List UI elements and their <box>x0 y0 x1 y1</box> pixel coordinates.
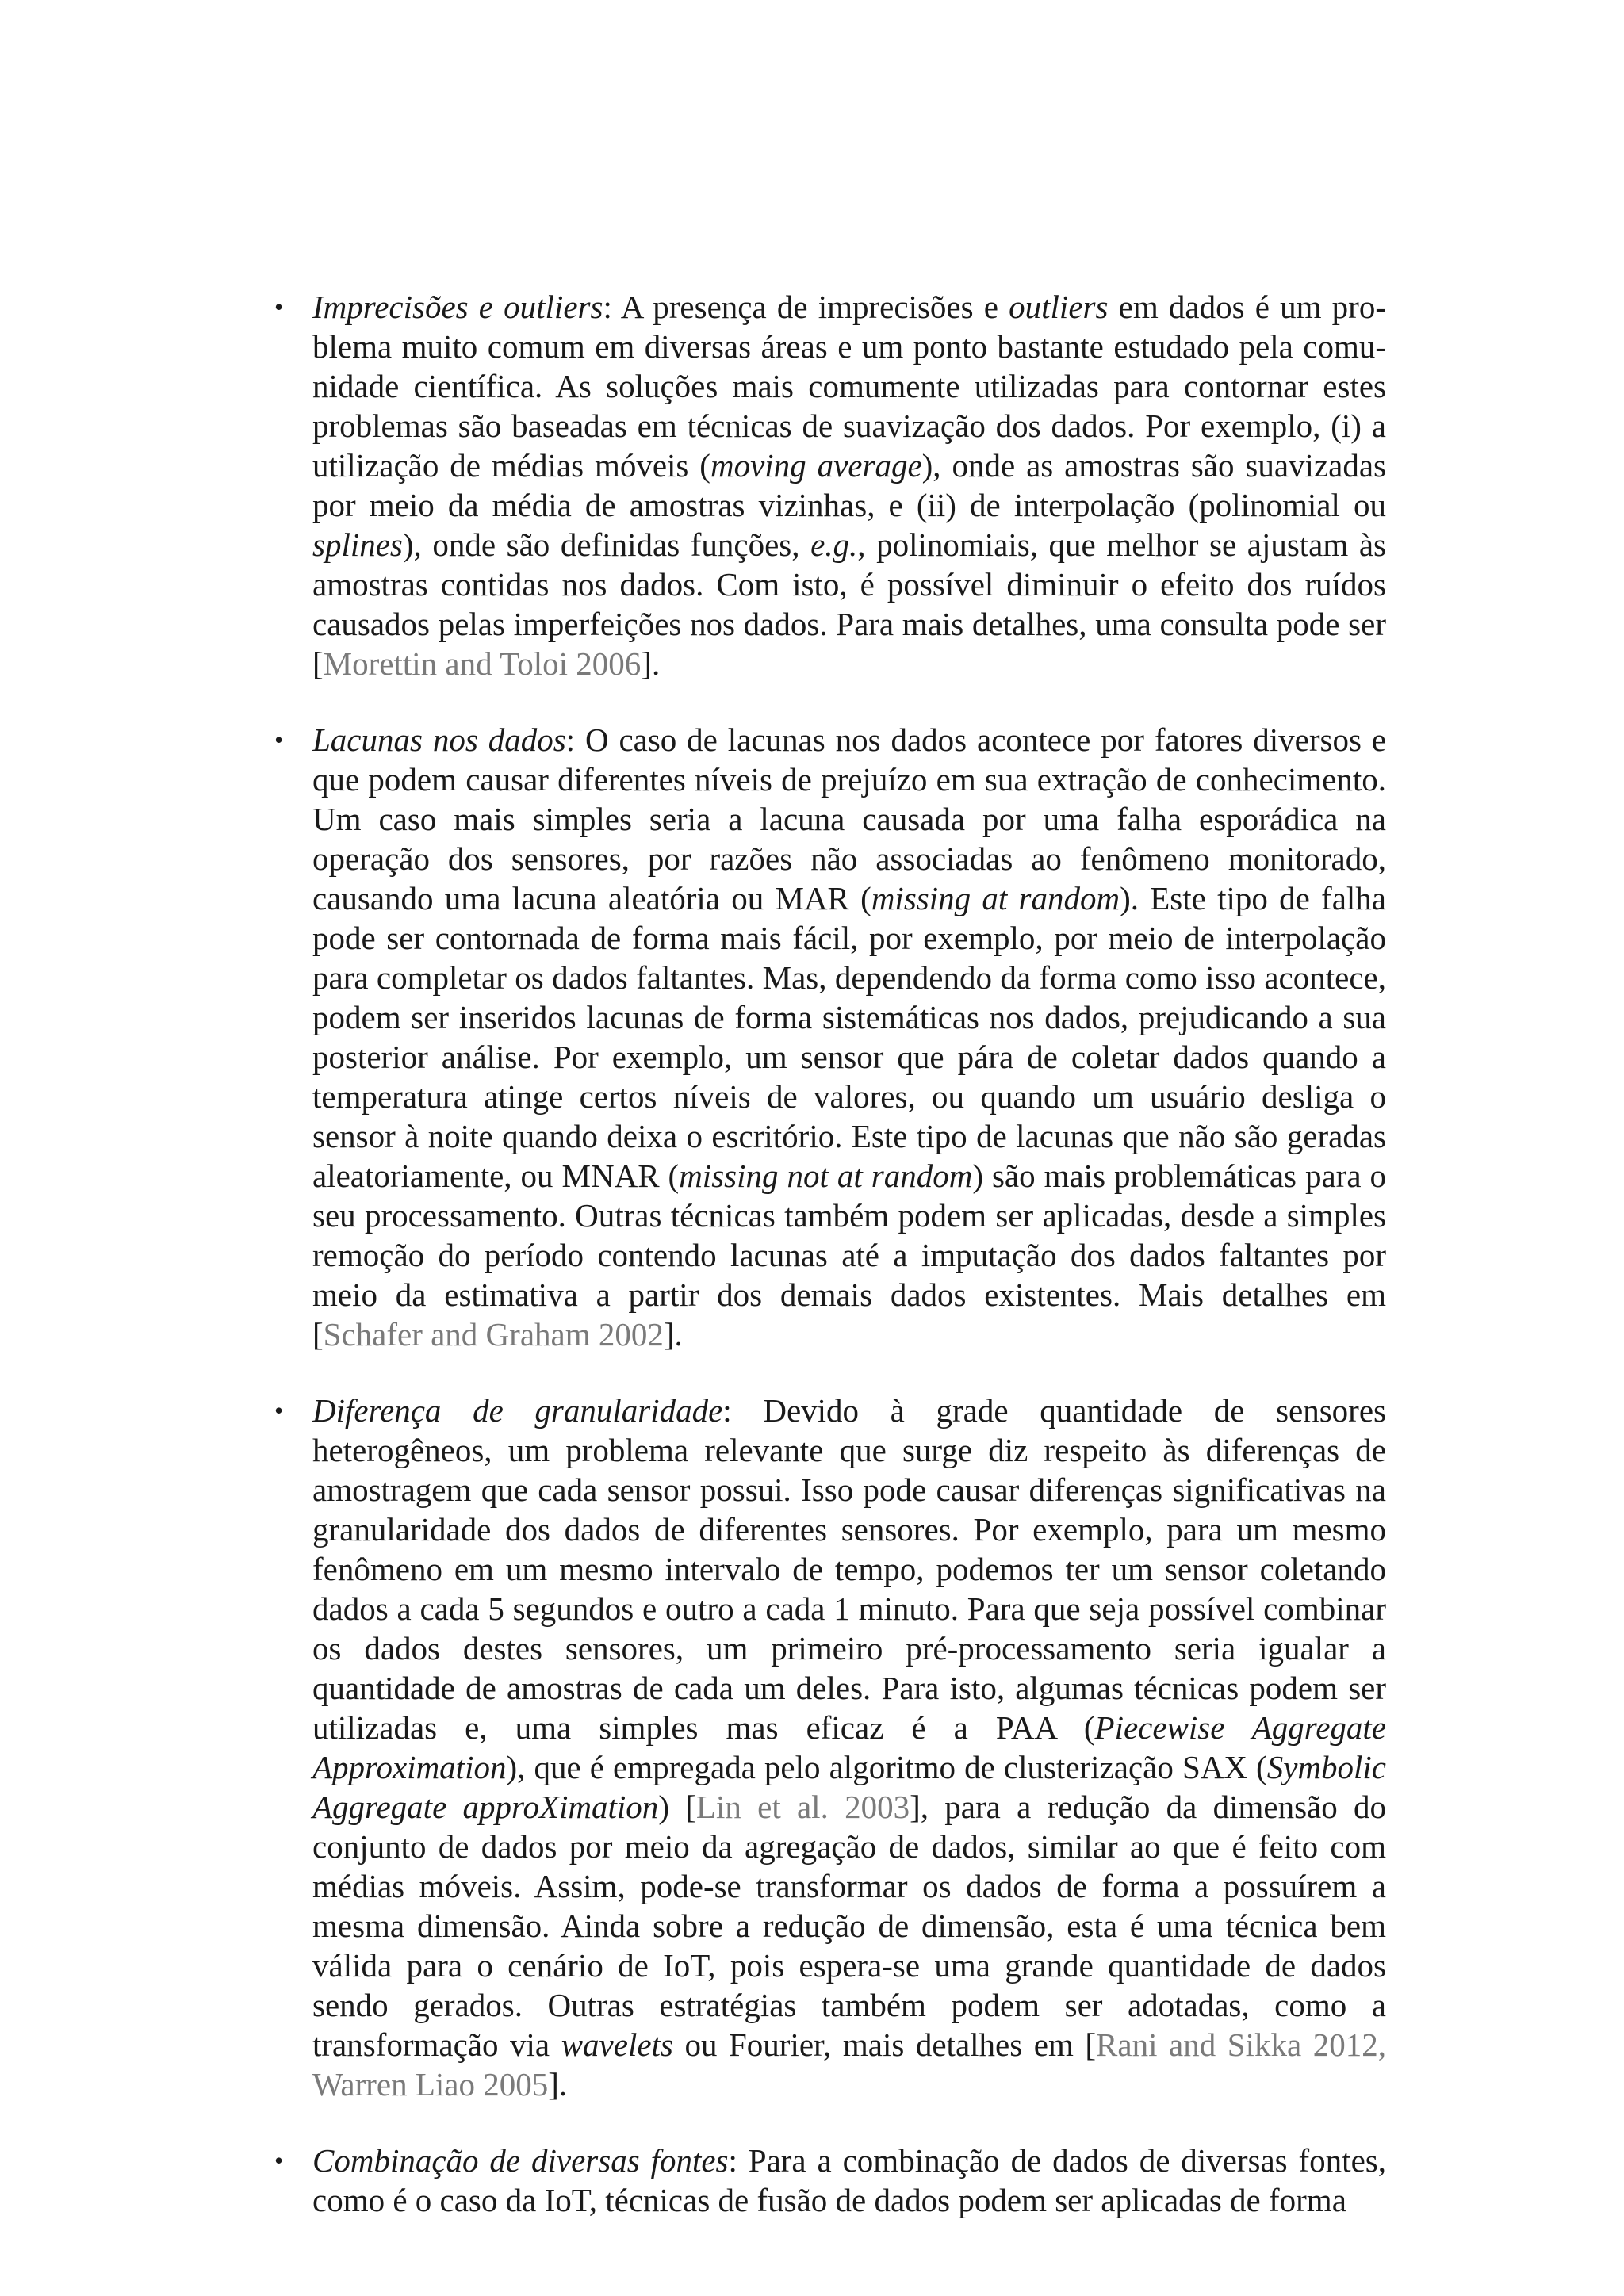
bullet-icon: • <box>274 293 284 321</box>
italic-text: missing not at random <box>679 1158 973 1194</box>
italic-text: moving average <box>710 447 922 484</box>
italic-text: missing at random <box>871 880 1120 916</box>
body-text: ], para a redução da dimensão do conjunto de dados por meio da agregação de dados, similar ao que é feito com médias móveis. Assim, pode-se transformar os dados de forma a possuírem a mesma dimensão. Ainda sobre a redução de dimensão, esta é uma técnica bem válida para o cenário de IoT, pois espera-se uma grande quantidade de dados sendo gerados. Outras estratégias também podem ser adotadas, como a transformação via <box>312 1789 1386 2063</box>
italic-text: Imprecisões e outliers <box>312 289 603 325</box>
italic-text: wavelets <box>561 2026 673 2063</box>
italic-text: Lacunas nos dados <box>312 721 566 758</box>
citation-link[interactable]: Rani and Sikka 2012, Warren Liao 2005 <box>312 2026 1386 2103</box>
body-text: ) [ <box>658 1789 696 1825</box>
body-text: ]. <box>641 645 661 682</box>
body-text: ou Fourier, mais detalhes em [ <box>672 2026 1097 2063</box>
bullet-list <box>274 287 1386 2256</box>
list-item-imprecisoes <box>274 287 1386 683</box>
body-text: , polinomiais, que melhor se ajustam às amostras contidas nos dados. Com isto, é possível diminuir o efeito dos ruídos causados pelas imperfeições nos dados. Para mais detalhes, uma consulta pode ser [ <box>312 526 1386 682</box>
italic-text: Symbolic Aggregate approXimation <box>312 1749 1386 1825</box>
citation-link[interactable]: Morettin and Toloi 2006 <box>323 645 642 682</box>
body-text: : A presença de imprecisões e <box>603 289 1009 325</box>
list-item-granularidade <box>274 1391 1386 2104</box>
italic-text: splines <box>312 526 403 563</box>
body-text: ]. <box>663 1316 683 1353</box>
body-text: ) são mais problemáticas para o seu processamento. Outras técnicas também podem ser aplicadas, desde a simples remoção do período contendo lacunas até a imputação dos dados faltantes por meio da estimativa a partir dos demais dados existentes. Mais detalhes em [ <box>312 1158 1387 1353</box>
italic-text: Combinação de diversas fontes <box>312 2142 729 2179</box>
body-text: : O caso de lacunas nos dados acontece por fatores diversos e que podem causar diferentes níveis de prejuízo em sua extração de conhecimento. Um caso mais simples seria a lacuna causada por uma falha esporádica na operação dos sensores, por razões não associadas ao fenômeno monitorado, causando uma lacuna aleatória ou MAR ( <box>312 721 1386 916</box>
italic-text: e.g. <box>810 526 858 563</box>
bullet-icon: • <box>274 725 284 754</box>
body-text: : Para a combinação de dados de diversas fontes, como é o caso da IoT, técnicas de fusão de dados podem ser aplicadas de forma <box>312 2142 1386 2218</box>
bullet-icon: • <box>274 1396 284 1425</box>
body-text: ]. <box>548 2066 568 2103</box>
list-item-lacunas <box>274 720 1386 1354</box>
list-item-combinacao <box>274 2141 1386 2220</box>
body-text: ), onde as amostras são suavizadas por meio da média de amostras vizinhas, e (ii) de interpolação (polinomial ou <box>312 447 1386 523</box>
citation-link[interactable]: Lin et al. 2003 <box>695 1789 910 1825</box>
body-text: ), onde são definidas funções, <box>402 526 811 563</box>
italic-text: Piecewise Aggregate Approximation <box>312 1709 1386 1785</box>
body-text: ), que é empregada pelo algoritmo de clusterização SAX ( <box>506 1749 1267 1785</box>
italic-text: Diferença de granularidade <box>312 1392 723 1429</box>
body-text: : Devido à grade quantidade de sensores heterogêneos, um problema relevante que surge diz respeito às diferenças de amostragem que cada sensor possui. Isso pode causar diferenças significativas na granularidade dos dados de diferentes sensores. Por exemplo, para um mesmo fenômeno em um mesmo intervalo de tempo, podemos ter um sensor coletando dados a cada 5 segundos e outro a cada 1 minuto. Para que seja possível combinar os dados destes sensores, um primeiro pré-processamento seria igualar a quantidade de amostras de cada um deles. Para isto, algumas técnicas podem ser utilizadas e, uma simples mas eficaz é a PAA ( <box>312 1392 1386 1746</box>
body-text: ). Este tipo de falha pode ser contornada de forma mais fácil, por exemplo, por meio de interpolação para completar os dados faltantes. Mas, dependendo da forma como isso acontece, podem ser inseridos lacunas de forma sistemáticas nos dados, prejudicando a sua posterior análise. Por exemplo, um sensor que pára de coletar dados quando a temperatura atinge certos níveis de valores, ou quando um usuário desliga o sensor à noite quando deixa o escritório. Este tipo de lacunas que não são geradas aleatoriamente, ou MNAR ( <box>312 880 1386 1194</box>
citation-link[interactable]: Schafer and Graham 2002 <box>323 1316 664 1353</box>
body-text: em dados é um problema muito comum em diversas áreas e um ponto bastante estudado pela comunidade científica. As soluções mais comumente utilizadas para contornar estes problemas são baseadas em técnicas de suavização dos dados. Por exemplo, (i) a utilização de médias móveis ( <box>312 289 1386 484</box>
italic-text: outliers <box>1009 289 1109 325</box>
bullet-icon: • <box>274 2146 284 2175</box>
